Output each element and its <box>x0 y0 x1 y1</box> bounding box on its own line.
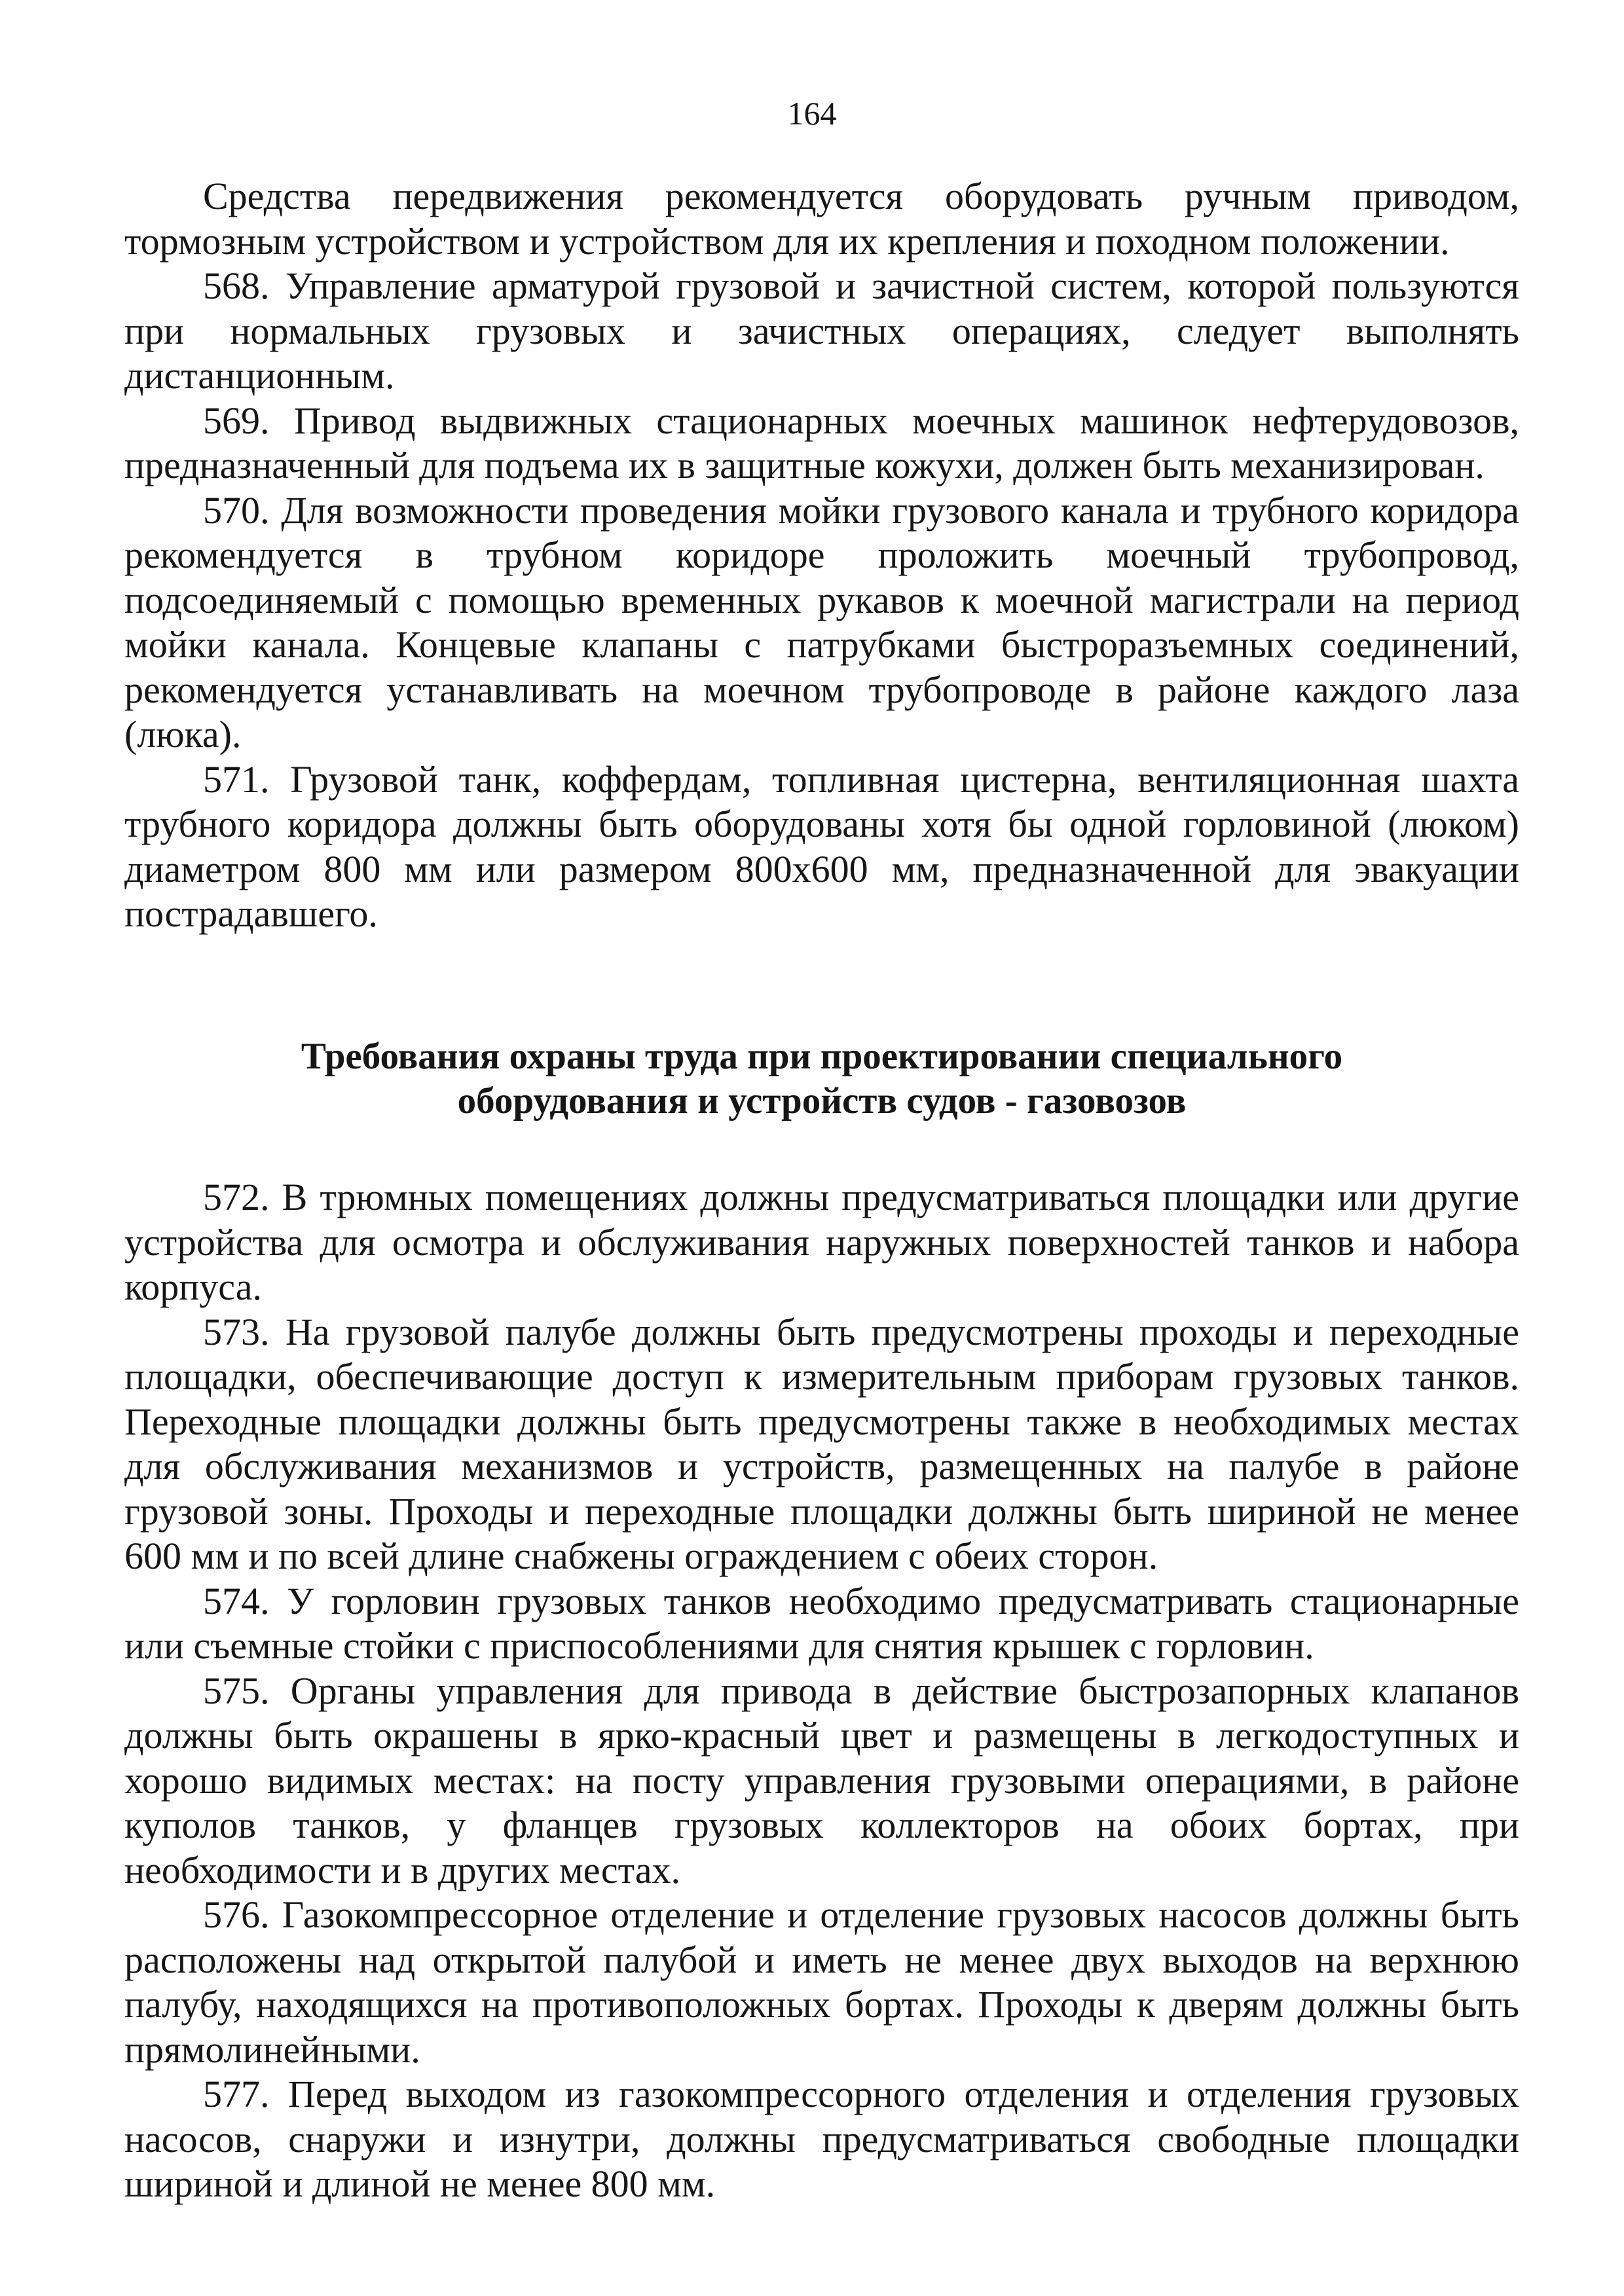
paragraph-573: 573. На грузовой палубе должны быть предусмотрены проходы и переходные площадки, обеспечивающие доступ к измерительным приборам грузовых танков. Переходные площадки должны быть предусмотрены также в необходимых местах для обслуживания механизмов и устройств, размещенных на палубе в районе грузовой зоны. Проходы и переходные площадки должны быть шириной не менее 600 мм и по всей длине снабжены ограждением с обеих сторон. <box>124 1310 1519 1577</box>
paragraph-571: 571. Грузовой танк, коффердам, топливная цистерна, вентиляционная шахта трубного коридора должны быть оборудованы хотя бы одной горловиной (люком) диаметром 800 мм или размером 800х600 мм, предназначенной для эвакуации пострадавшего. <box>124 757 1519 935</box>
section-one-body <box>124 174 1519 937</box>
section-heading-line-1: Требования охраны труда при проектировании специального <box>301 1036 1343 1077</box>
paragraph-574: 574. У горловин грузовых танков необходимо предусматривать стационарные или съемные стойки с приспособлениями для снятия крышек с горловин. <box>124 1579 1519 1667</box>
section-heading-line-2: оборудования и устройств судов - газовозов <box>457 1080 1187 1121</box>
section-two-body <box>124 1175 1519 2207</box>
paragraph-568: 568. Управление арматурой грузовой и зачистной систем, которой пользуются при нормальных грузовых и зачистных операциях, следует выполнять дистанционным. <box>124 264 1519 397</box>
paragraph-transport-devices: Средства передвижения рекомендуется оборудовать ручным приводом, тормозным устройством и устройством для их крепления и походном положении. <box>124 175 1519 263</box>
paragraph-569: 569. Привод выдвижных стационарных моечных машинок нефтерудовозов, предназначенный для подъема их в защитные кожухи, должен быть механизирован. <box>124 399 1519 486</box>
paragraph-572: 572. В трюмных помещениях должны предусматриваться площадки или другие устройства для осмотра и обслуживания наружных поверхностей танков и набора корпуса. <box>124 1176 1519 1308</box>
paragraph-575: 575. Органы управления для привода в действие быстрозапорных клапанов должны быть окрашены в ярко-красный цвет и размещены в легкодоступных и хорошо видимых местах: на посту управления грузовыми операциями, в районе куполов танков, у фланцев грузовых коллекторов на обоих бортах, при необходимости и в других местах. <box>124 1669 1519 1891</box>
paragraph-576: 576. Газокомпрессорное отделение и отделение грузовых насосов должны быть расположены над открытой палубой и иметь не менее двух выходов на верхнюю палубу, находящихся на противоположных бортах. Проходы к дверям должны быть прямолинейными. <box>124 1893 1519 2071</box>
paragraph-577: 577. Перед выходом из газокомпрессорного отделения и отделения грузовых насосов, снаружи и изнутри, должны предусматриваться свободные площадки шириной и длиной не менее 800 мм. <box>124 2073 1519 2205</box>
section-heading <box>124 1034 1519 1123</box>
paragraph-570: 570. Для возможности проведения мойки грузового канала и трубного коридора рекомендуется в трубном коридоре проложить моечный трубопровод, подсоединяемый с помощью временных рукавов к моечной магистрали на период мойки канала. Концевые клапаны с патрубками быстроразъемных соединений, рекомендуется устанавливать на моечном трубопроводе в районе каждого лаза (люка). <box>124 488 1519 756</box>
page-number: 164 <box>787 95 837 132</box>
